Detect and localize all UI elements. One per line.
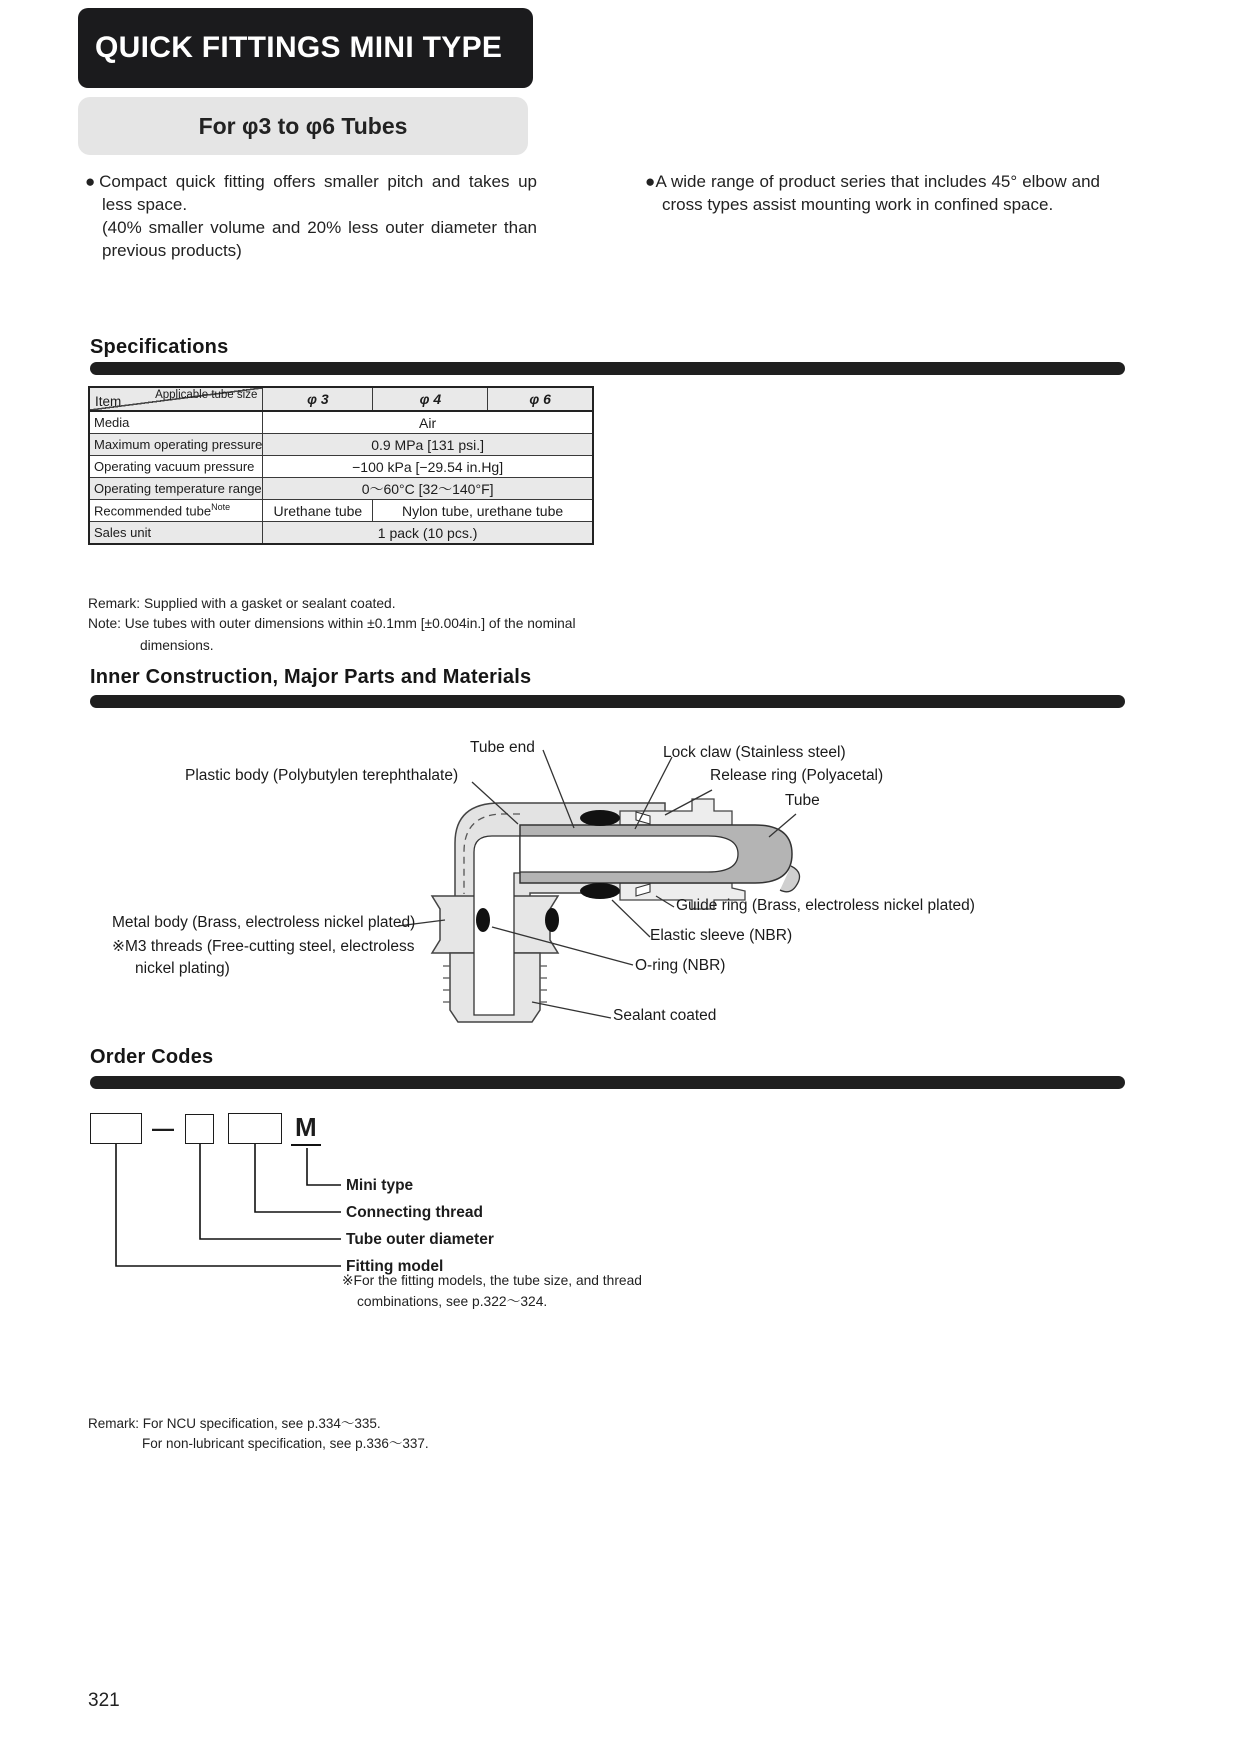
order-codes-heading: Order Codes (90, 1046, 214, 1068)
order-code-box-tube-diameter (185, 1114, 214, 1144)
part-label-m3-threads-line2: nickel plating) (135, 960, 230, 977)
table-row-max-pressure (89, 434, 593, 456)
order-code-dash: — (152, 1116, 174, 1141)
feature-left-line1: ●Compact quick fitting offers smaller pitch and takes up less space. (85, 172, 537, 214)
page-subtitle (78, 97, 528, 155)
page-subtitle-text: For φ3 to φ6 Tubes (198, 113, 408, 139)
part-label-plastic-body: Plastic body (Polybutylen terephthalate) (185, 767, 459, 784)
order-code-label-mini-type: Mini type (346, 1177, 414, 1194)
row-value-phi3: Urethane tube (263, 500, 373, 522)
part-label-guide-ring: Guide ring (Brass, electroless nickel plated) (676, 897, 975, 914)
recommended-tube-label: Recommended tube (94, 503, 212, 519)
part-label-sealant: Sealant coated (613, 1007, 717, 1024)
order-code-label-fitting-model: Fitting model (346, 1258, 444, 1275)
row-value: 0～60°C [32～140°F] (263, 478, 593, 500)
row-label: Operating vacuum pressure (89, 456, 263, 478)
table-row-recommended-tube (89, 500, 593, 522)
order-codes-bar (90, 1076, 1125, 1089)
specifications-table (88, 386, 594, 545)
footer-remark-line2: For non-lubricant specification, see p.336～337. (142, 1436, 429, 1451)
table-row-media (89, 411, 593, 434)
table-row-temperature (89, 478, 593, 500)
specifications-heading: Specifications (90, 336, 229, 358)
row-value: Air (263, 411, 593, 434)
feature-right-line1: ●A wide range of product series that includes 45° elbow and cross types assist mounting work in confined space. (645, 172, 1100, 214)
table-row-vacuum-pressure (89, 456, 593, 478)
inner-construction-bar (90, 695, 1125, 708)
column-header-phi4: φ 4 (373, 387, 488, 411)
column-header-phi3: φ 3 (263, 387, 373, 411)
row-value-phi4-phi6: Nylon tube, urethane tube (373, 500, 593, 522)
column-header-phi6: φ 6 (488, 387, 593, 411)
row-label (89, 500, 263, 522)
row-label: Maximum operating pressure (89, 434, 263, 456)
feature-bullet-left (85, 170, 537, 262)
row-value: 0.9 MPa [131 psi.] (263, 434, 593, 456)
table-corner-cell (89, 387, 263, 411)
order-code-box-connecting-thread (228, 1113, 282, 1144)
row-label: Sales unit (89, 522, 263, 545)
connector-tube-outer-diameter (200, 1144, 341, 1239)
o-ring-left (476, 908, 490, 932)
row-value: −100 kPa [−29.54 in.Hg] (263, 456, 593, 478)
specifications-bar (90, 362, 1125, 375)
order-code-box-fitting-model (90, 1113, 142, 1144)
row-label: Operating temperature range (89, 478, 263, 500)
table-row-sales-unit (89, 522, 593, 545)
connector-connecting-thread (255, 1144, 341, 1212)
elastic-sleeve-lower-seal (580, 883, 620, 899)
order-code-suffix-m: M (291, 1110, 321, 1146)
order-codes-note-line2: combinations, see p.322～324. (357, 1294, 548, 1309)
spec-remark: Remark: Supplied with a gasket or sealant coated. (88, 596, 396, 611)
leader-sealant (532, 1002, 611, 1018)
page-title (78, 8, 533, 88)
tube-bore-shape (520, 836, 738, 872)
row-label: Media (89, 411, 263, 434)
part-label-elastic-sleeve: Elastic sleeve (NBR) (650, 927, 793, 944)
inner-construction-heading: Inner Construction, Major Parts and Materials (90, 666, 532, 688)
order-code-label-tube-outer-diameter: Tube outer diameter (346, 1231, 494, 1248)
order-codes-note-line1: ※For the fitting models, the tube size, and thread (342, 1273, 642, 1288)
note-superscript: Note (211, 502, 231, 513)
row-value: 1 pack (10 pcs.) (263, 522, 593, 545)
corner-item-label: Item (95, 394, 122, 409)
part-label-release-ring: Release ring (Polyacetal) (710, 767, 884, 784)
page-title-text: QUICK FITTINGS MINI TYPE (95, 31, 503, 64)
corner-tube-size-label: Applicable tube size (155, 389, 258, 401)
table-header-row (89, 387, 593, 411)
spec-note-line1: Note: Use tubes with outer dimensions within ±0.1mm [±0.004in.] of the nominal (88, 616, 576, 631)
o-ring-right (545, 908, 559, 932)
order-code-label-connecting-thread: Connecting thread (346, 1204, 483, 1221)
part-label-o-ring: O-ring (NBR) (635, 957, 726, 974)
footer-remark-line1: Remark: For NCU specification, see p.334～335. (88, 1416, 381, 1431)
page-number: 321 (88, 1690, 120, 1711)
feature-bullet-right (645, 170, 1100, 216)
feature-left-line2: (40% smaller volume and 20% less outer diameter than previous products) (102, 218, 537, 260)
part-label-tube-end: Tube end (470, 739, 535, 756)
spec-note-line2: dimensions. (140, 638, 214, 653)
part-label-m3-threads-line1: ※M3 threads (Free-cutting steel, electroless (112, 938, 415, 955)
connector-mini-type (307, 1148, 341, 1185)
elastic-sleeve-upper-seal (580, 810, 620, 826)
part-label-metal-body: Metal body (Brass, electroless nickel plated) (112, 914, 416, 931)
part-label-tube: Tube (785, 792, 820, 809)
part-label-lock-claw: Lock claw (Stainless steel) (663, 744, 846, 761)
leader-elastic-sleeve (612, 900, 650, 937)
